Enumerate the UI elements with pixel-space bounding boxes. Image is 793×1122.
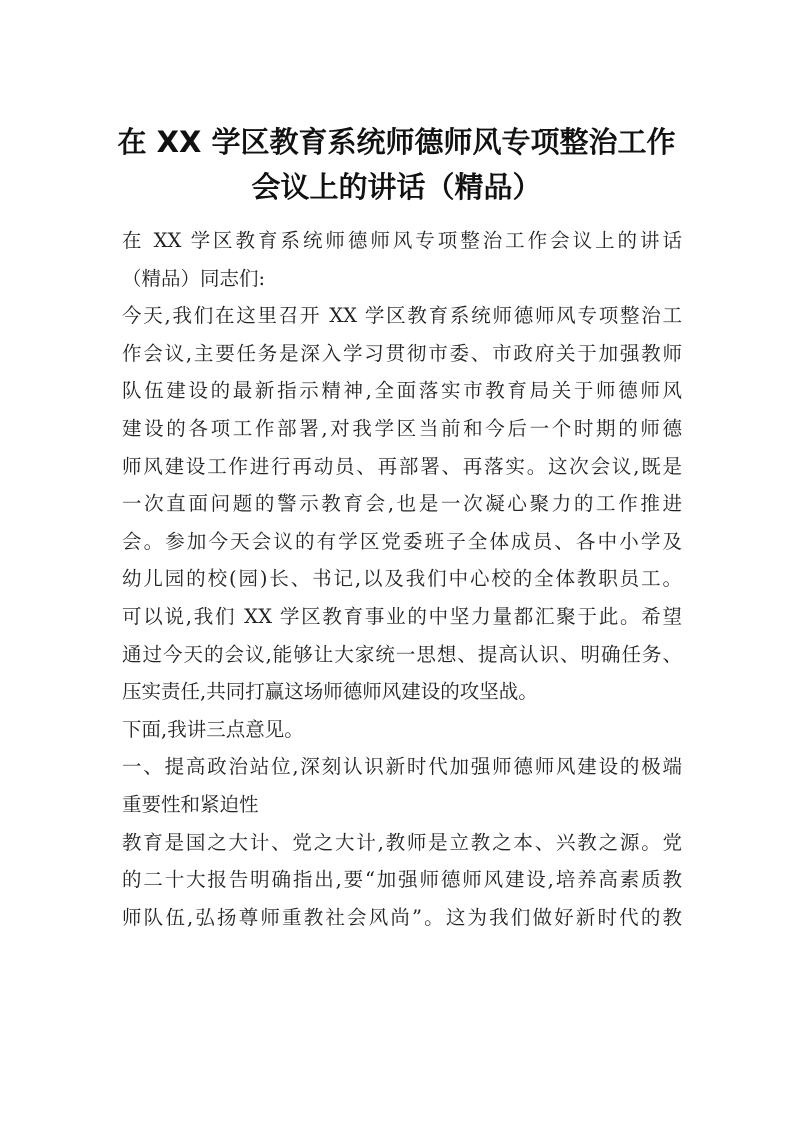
body-text-line: 的二十大报告明确指出,要“加强师德师风建设,培养高素质教 <box>122 868 682 892</box>
body-text-line: 师风建设工作进行再动员、再部署、再落实。这次会议,既是 <box>122 454 682 478</box>
body-text-line: 建设的各项工作部署,对我学区当前和今后一个时期的师德 <box>122 416 682 440</box>
document-title-line-1: 在 XX 学区教育系统师德师风专项整治工作 <box>117 125 676 159</box>
body-text-line: 队伍建设的最新指示精神,全面落实市教育局关于师德师风 <box>122 379 682 403</box>
document-body <box>122 222 682 936</box>
body-text-line: 幼儿园的校(园)长、书记,以及我们中心校的全体教职员工。 <box>122 567 682 591</box>
body-text-line: 一次直面问题的警示教育会,也是一次凝心聚力的工作推进 <box>122 492 682 516</box>
body-text-line: 一、提高政治站位,深刻认识新时代加强师德师风建设的极端 <box>122 755 682 779</box>
body-text-line: 作会议,主要任务是深入学习贯彻市委、市政府关于加强教师 <box>122 341 682 365</box>
body-text-line: 重要性和紧迫性 <box>122 792 259 816</box>
body-text-line: 通过今天的会议,能够让大家统一思想、提高认识、明确任务、 <box>122 642 682 666</box>
body-text-line: （精品）同志们: <box>122 266 266 290</box>
body-text-line: 教育是国之大计、党之大计,教师是立教之本、兴教之源。党 <box>122 830 682 854</box>
body-text-line: 师队伍,弘扬尊师重教社会风尚”。这为我们做好新时代的教 <box>122 905 682 929</box>
body-text-line: 压实责任,共同打赢这场师德师风建设的攻坚战。 <box>122 680 538 704</box>
body-text-line: 今天,我们在这里召开 XX 学区教育系统师德师风专项整治工 <box>122 304 682 328</box>
body-text-line: 在 XX 学区教育系统师德师风专项整治工作会议上的讲话 <box>122 229 682 252</box>
body-text-line: 可以说,我们 XX 学区教育事业的中坚力量都汇聚于此。希望 <box>122 604 682 628</box>
body-text-line: 会。参加今天会议的有学区党委班子全体成员、各中小学及 <box>122 529 682 553</box>
document-title-line-2: 会议上的讲话（精品） <box>251 170 542 204</box>
body-text-line: 下面,我讲三点意见。 <box>122 717 304 741</box>
